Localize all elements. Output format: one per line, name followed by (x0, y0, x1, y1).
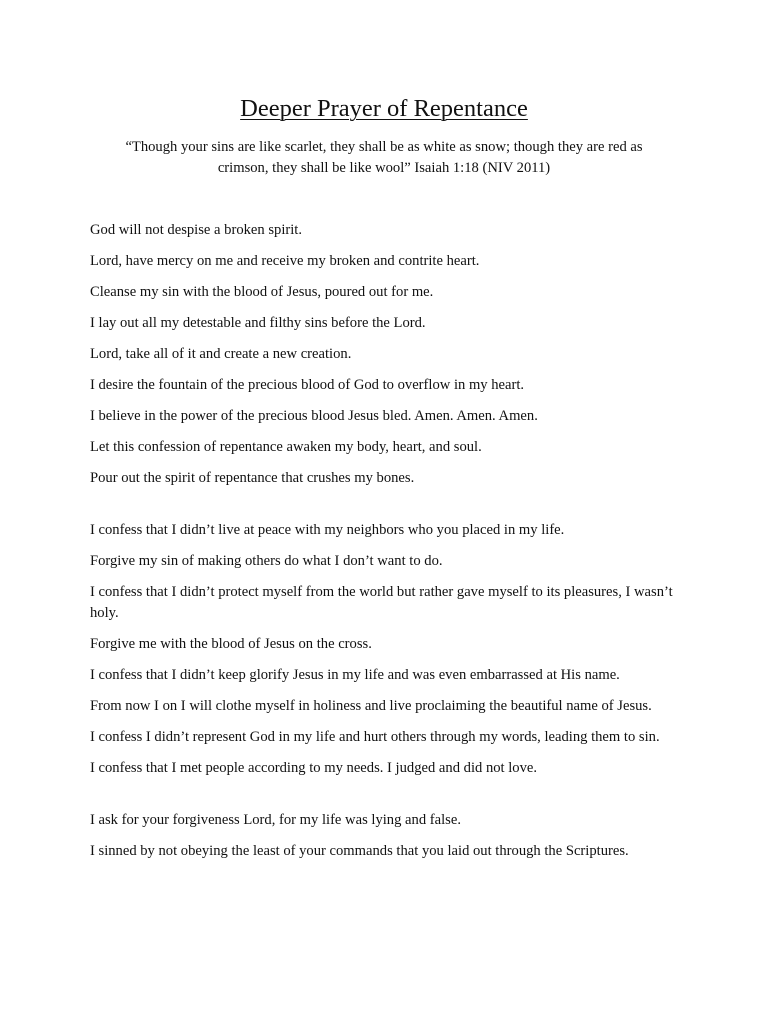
prayer-line: Lord, have mercy on me and receive my broken and contrite heart. (90, 253, 480, 269)
prayer-line: I confess that I met people according to my needs. I judged and did not love. (90, 760, 538, 776)
prayer-line: Cleanse my sin with the blood of Jesus, poured out for me. (90, 284, 434, 300)
prayer-line: I ask for your forgiveness Lord, for my life was lying and false. (90, 812, 461, 828)
prayer-line: Forgive my sin of making others do what I don’t want to do. (90, 553, 443, 569)
epigraph-quote: “Though your sins are like scarlet, they shall be as white as snow; though they are red as crimson, they shall be like wool” Isaiah 1:18 (NIV 2011) (125, 139, 643, 176)
document-title: Deeper Prayer of Repentance (240, 95, 528, 122)
prayer-section-1 (90, 220, 680, 489)
prayer-line: I sinned by not obeying the least of your commands that you laid out through the Scriptures. (90, 843, 629, 859)
prayer-line: God will not despise a broken spirit. (90, 222, 302, 238)
prayer-line: I confess that I didn’t keep glorify Jesus in my life and was even embarrassed at His name. (90, 667, 620, 683)
prayer-line: I desire the fountain of the precious blood of God to overflow in my heart. (90, 377, 525, 393)
prayer-body (90, 220, 680, 862)
prayer-line: Let this confession of repentance awaken my body, heart, and soul. (90, 439, 482, 455)
prayer-line: I lay out all my detestable and filthy sins before the Lord. (90, 315, 426, 331)
prayer-line: I believe in the power of the precious blood Jesus bled. Amen. Amen. Amen. (90, 408, 538, 424)
prayer-line: Pour out the spirit of repentance that crushes my bones. (90, 470, 415, 486)
prayer-line: I confess that I didn’t protect myself from the world but rather gave myself to its pleasures, I wasn’t holy. (90, 584, 673, 621)
prayer-line: From now I on I will clothe myself in holiness and live proclaiming the beautiful name of Jesus. (90, 698, 652, 714)
prayer-line: I confess that I didn’t live at peace with my neighbors who you placed in my life. (90, 522, 565, 538)
prayer-section-2 (90, 520, 680, 779)
prayer-line: Forgive me with the blood of Jesus on the cross. (90, 636, 372, 652)
prayer-section-3 (90, 810, 680, 862)
prayer-line: I confess I didn’t represent God in my life and hurt others through my words, leading them to sin. (90, 729, 660, 745)
prayer-line: Lord, take all of it and create a new creation. (90, 346, 352, 362)
